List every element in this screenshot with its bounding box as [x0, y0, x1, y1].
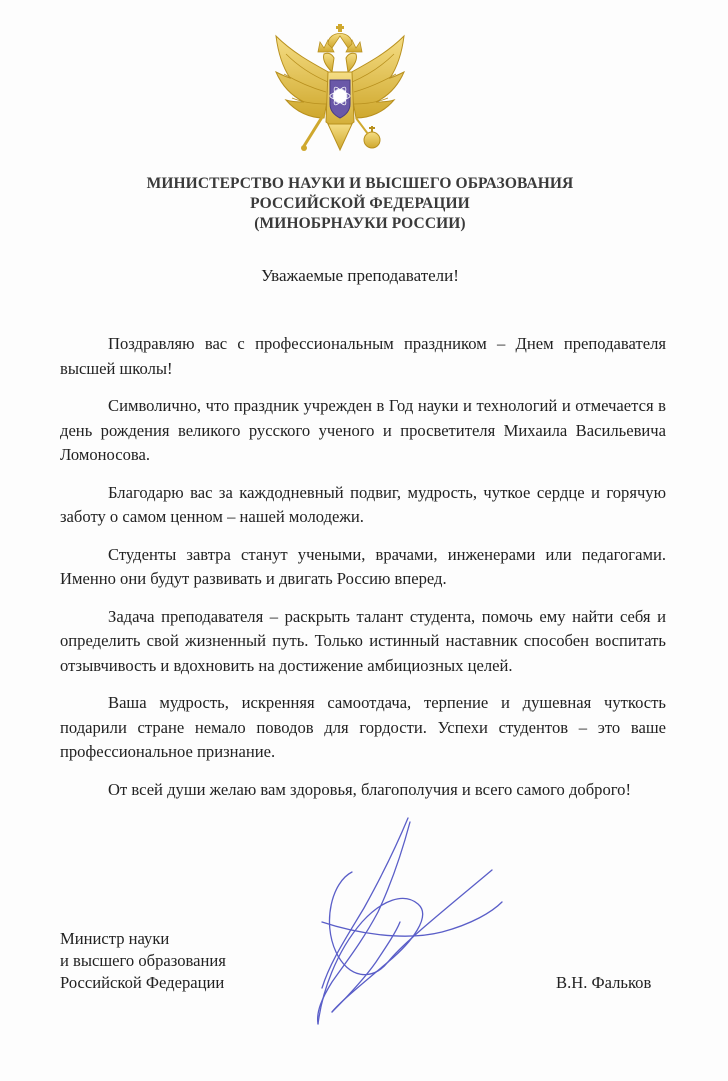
- ministry-line: МИНИСТЕРСТВО НАУКИ И ВЫСШЕГО ОБРАЗОВАНИЯ: [146, 175, 574, 192]
- paragraph: Благодарю вас за каждодневный подвиг, мудрость, чуткое сердце и горячую заботу о самом ценном – нашей молодежи.: [60, 482, 666, 526]
- letter-body: [60, 332, 666, 815]
- signatory-title: [60, 928, 226, 994]
- paragraph: Ваша мудрость, искренняя самоотдача, терпение и душевная чуткость подарили стране немало поводов для гордости. Успехи студентов – это ваше профессиональное признание.: [60, 693, 666, 761]
- signatory-title-line: Министр науки: [60, 929, 170, 948]
- signatory-name: В.Н. Фальков: [556, 973, 652, 992]
- salutation: Уважаемые преподаватели!: [261, 266, 459, 285]
- ministry-title: [60, 174, 660, 234]
- ministry-line: (МИНОБРНАУКИ РОССИИ): [254, 215, 466, 232]
- paragraph: Символично, что праздник учрежден в Год науки и технологий и отмечается в день рождения великого русского ученого и просветителя Михаила Васильевича Ломоносова.: [60, 396, 666, 464]
- handwritten-signature-icon: [292, 812, 532, 1052]
- paragraph: Задача преподавателя – раскрыть талант студента, помочь ему найти себя и определить свой жизненный путь. Только истинный наставник способен воспитать отзывчивость и вдохновить на достижение амбициозных целей.: [60, 606, 666, 675]
- signatory-title-line: Российской Федерации: [60, 973, 225, 992]
- paragraph: Поздравляю вас с профессиональным праздником – Днем преподавателя высшей школы!: [60, 334, 666, 378]
- paragraph: Студенты завтра станут учеными, врачами, инженерами или педагогами. Именно они будут развивать и двигать Россию вперед.: [60, 544, 666, 588]
- signatory-title-line: и высшего образования: [60, 951, 226, 970]
- paragraph: От всей души желаю вам здоровья, благополучия и всего самого доброго!: [108, 779, 631, 799]
- ministry-line: РОССИЙСКОЙ ФЕДЕРАЦИИ: [250, 195, 470, 212]
- double-headed-eagle-emblem-icon: [270, 22, 410, 160]
